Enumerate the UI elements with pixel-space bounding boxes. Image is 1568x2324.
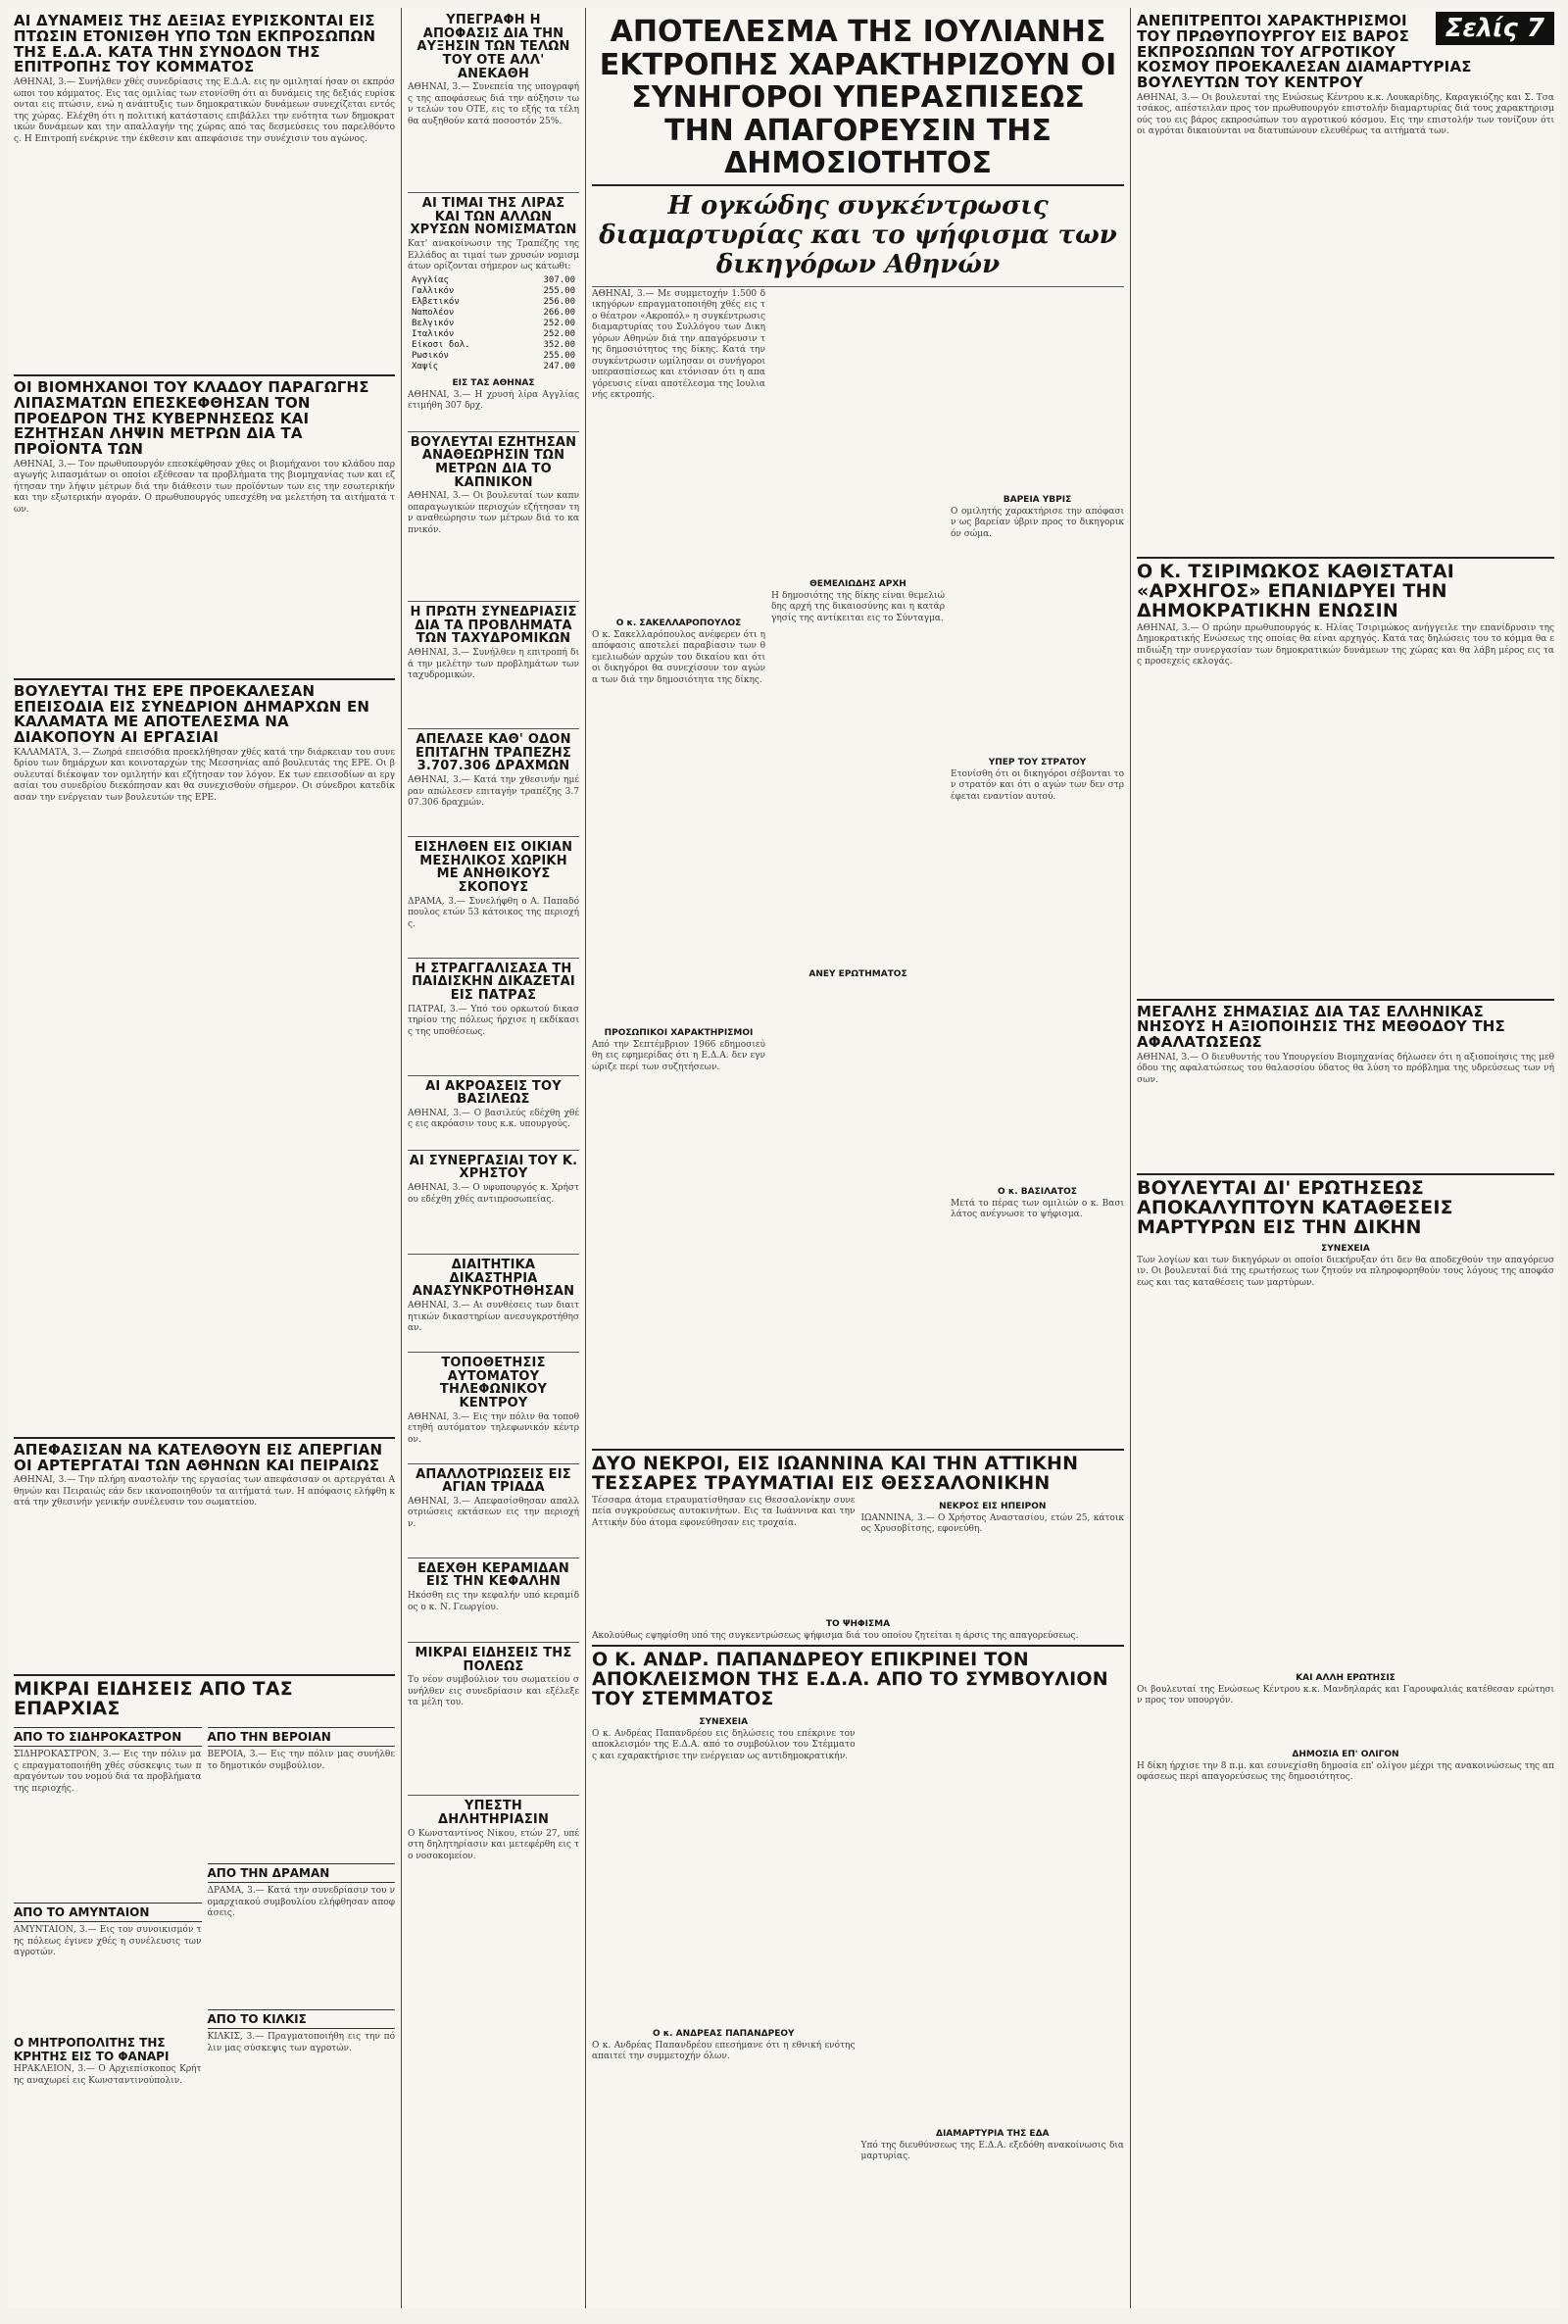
- subhead-sidirokastro: ΑΠΟ ΤΟ ΣΙΔΗΡΟΚΑΣΤΡΟΝ: [14, 1727, 202, 1747]
- subhead-mitropolitis: Ο ΜΗΤΡΟΠΟΛΙΤΗΣ ΤΗΣ ΚΡΗΤΗΣ ΕΙΣ ΤΟ ΦΑΝΑΡΙ: [14, 2036, 170, 2064]
- lead-col-b: [771, 289, 945, 1446]
- headline-tsirimokos: Ο Κ. ΤΣΙΡΙΜΩΚΟΣ ΚΑΘΙΣΤΑΤΑΙ «ΑΡΧΗΓΟΣ» ΕΠΑΝΙΔΡΥΕΙ ΤΗΝ ΔΗΜΟΚΡΑΤΙΚΗΝ ΕΝΩΣΙΝ: [1137, 560, 1455, 621]
- divider: [14, 678, 395, 680]
- article-text: ΚΑΛΑΜΑΤΑ, 3.— Ζωηρά επεισόδια προεκλήθησαν χθές κατά την διάρκειαν του συνεδρίου των δημάρχων και κοινοταρχών της Μεσσηνίας από βουλευτάς της ΕΡΕ. Οι βουλευταί διέκοψαν τον ομιλητήν και εζήτησαν τον λόγον. Εκ των επεισοδίων αι εργασίαι του συνεδρίου διεκόπησαν και θα συνεχισθούν σήμερον. Οι σύνεδροι κατεδίκασαν την ενέργειαν των βουλευτών της ΕΡΕ.: [14, 747, 395, 803]
- article-text: Ο ομιλητής χαρακτήρισε την απόφασιν ως βαρείαν ύβριν προς το δικηγορικόν σώμα.: [951, 506, 1124, 539]
- article-text: Υπό της διευθύνσεως της Ε.Δ.Α. εξεδόθη ανακοίνωσις διαμαρτυρίας.: [860, 2140, 1124, 2162]
- gold-coin-name: Ιταλικόν: [412, 328, 455, 339]
- article-text: Οι βουλευταί της Ενώσεως Κέντρου κ.κ. Μανδηλαράς και Γαρουφαλιάς κατέθεσαν ερώτησιν προς τον υπουργόν.: [1137, 1684, 1554, 1706]
- gold-price-table: [412, 275, 575, 372]
- article-text: ΑΘΗΝΑΙ, 3.— Ο υφυπουργός κ. Χρήστου εδέχθη χθές αντιπροσωπείας.: [408, 1183, 579, 1205]
- headline-papandreou: Ο Κ. ΑΝΔΡ. ΠΑΠΑΝΔΡΕΟΥ ΕΠΙΚΡΙΝΕΙ ΤΟΝ ΑΠΟΚΛΕΙΣΜΟΝ ΤΗΣ Ε.Δ.Α. ΑΠΟ ΤΟ ΣΥΜΒΟΥΛΙΟΝ ΤΟΥ ΣΤΕΜΜΑΤΟΣ: [592, 1649, 1108, 1709]
- article-body-lipasmata: [14, 460, 395, 675]
- article-text: ΑΘΗΝΑΙ, 3.— Οι βουλευταί των καπνοπαραγωγικών περιοχών εζήτησαν την αναθεώρησιν των μέτρων διά το καπνικόν.: [408, 491, 579, 535]
- column-right: [1131, 8, 1560, 2308]
- lead-subheadline: Η ογκώδης συγκέντρωσις διαμαρτυρίας και το ψήφισμα των δικηγόρων Αθηνών: [599, 190, 1117, 279]
- article-filler: [771, 289, 945, 573]
- article-text: ΒΕΡΟΙΑ, 3.— Εις την πόλιν μας συνήλθε το δημοτικόν συμβούλιον.: [207, 1750, 395, 1771]
- divider: [408, 1254, 579, 1255]
- page-number-tag: Σελίς 7: [1436, 12, 1554, 45]
- divider: [592, 1645, 1124, 1647]
- headline-artergatai: ΑΠΕΦΑΣΙΣΑΝ ΝΑ ΚΑΤΕΛΘΟΥΝ ΕΙΣ ΑΠΕΡΓΙΑΝ ΟΙ ΑΡΤΕΡΓΑΤΑΙ ΤΩΝ ΑΘΗΝΩΝ ΚΑΙ ΠΕΙΡΑΙΩΣ: [14, 1440, 383, 1474]
- subhead-andreas: Ο κ. ΑΝΔΡΕΑΣ ΠΑΠΑΝΔΡΕΟΥ: [652, 2028, 795, 2039]
- gold-coin-price: 256.00: [543, 296, 575, 307]
- divider: [14, 1674, 395, 1676]
- divider: [408, 1642, 579, 1643]
- article-text: ΑΘΗΝΑΙ, 3.— Τον πρωθυπουργόν επεσκέφθησαν χθες οι βιομήχανοι του κλάδου παραγωγής λιπασμάτων οι οποίοι εξέθεσαν τα προβλήματα της βιομηχανίας των και εζήτησαν την λήψιν μέτρων διά την διάθεσιν των προϊόντων των εις την εσωτερικήν και την εξωτερικήν αγοράν. Ο πρωθυπουργός υπεσχέθη να μελετήση τα αιτήματά των.: [14, 459, 395, 515]
- gold-coin-name: Ελβετικόν: [412, 296, 460, 307]
- divider: [14, 1437, 395, 1439]
- article-body-dexia: [14, 77, 395, 371]
- eparchies-columns: [14, 1721, 395, 2087]
- article-text: ΣΙΔΗΡΟΚΑΣΤΡΟΝ, 3.— Εις την πόλιν μας επραγματοποιήθη χθές σύσκεψις των παραγόντων του νομού διά τα προβλήματα της περιοχής.: [14, 1750, 202, 1794]
- article-body-artergatai: [14, 1475, 395, 1671]
- headline-diaititika: ΔΙΑΙΤΗΤΙΚΑ ΔΙΚΑΣΤΗΡΙΑ ΑΝΑΣΥΝΚΡΟΤΗΘΗΣΑΝ: [412, 1258, 575, 1300]
- article-text: ΑΘΗΝΑΙ, 3.— Με συμμετοχήν 1.500 δικηγόρων επραγματοποιήθη χθές εις το θέατρον «Ακροπόλ» η συγκέντρωσις διαμαρτυρίας του Συλλόγου των Δικηγόρων Αθηνών διά την απαγόρευσιν της δημοσιότητος της δίκης. Κατά την συγκέντρωσιν ωμίλησαν οι συνήγοροι υπερασπίσεως και ετόνισαν ότι η απαγόρευσις είναι αποτέλεσμα της Ιουλιανής εκτροπής.: [592, 288, 765, 401]
- article-text: ΑΘΗΝΑΙ, 3.— Κατά την χθεσινήν ημέραν απώλεσεν επιταγήν τραπέζης 3.707.306 δραχμών.: [408, 775, 579, 809]
- article-text: Ο κ. Ανδρέας Παπανδρέου επεσήμανε ότι η εθνική ενότης απαιτεί την συμμετοχήν όλων.: [592, 2040, 856, 2062]
- divider: [592, 1449, 1124, 1451]
- article-text: ΑΘΗΝΑΙ, 3.— Συνεπεία της υπογραφής της αποφάσεως διά την αύξησιν των τελών του ΟΤΕ, εις το εξής τα τέλη θα αυξηθούν κατά ποσοστόν 25%.: [408, 82, 579, 126]
- lead-col-a: [592, 289, 765, 1446]
- article-text: ΠΑΤΡΑΙ, 3.— Υπό του ορκωτού δικαστηρίου της πόλεως ήρχισε η εκδίκασις της υποθέσεως.: [408, 1004, 579, 1037]
- nekroi-body: [592, 1496, 1124, 1613]
- divider: [408, 958, 579, 959]
- subhead-synecheia: ΣΥΝΕΧΕΙΑ: [1321, 1243, 1370, 1254]
- headline-anepitreptoi: ΑΝΕΠΙΤΡΕΠΤΟΙ ΧΑΡΑΚΤΗΡΙΣΜΟΙ ΤΟΥ ΠΡΩΘΥΠΟΥΡΓΟΥ ΕΙΣ ΒΑΡΟΣ ΕΚΠΡΟΣΩΠΩΝ ΤΟΥ ΑΓΡΟΤΙΚΟΥ ΚΟΣΜΟΥ ΠΡΟΕΚΑΛΕΣΑΝ ΔΙΑΜΑΡΤΥΡΙΑΣ ΒΟΥΛΕΥΤΩΝ ΤΟΥ ΚΕΝΤΡΟΥ: [1137, 12, 1472, 91]
- gold-coin-name: Ρωσικόν: [412, 350, 449, 361]
- article-text: ΑΘΗΝΑΙ, 3.— Ο βασιλεύς εδέχθη χθές εις ακρόασιν τους κ.κ. υπουργούς.: [408, 1108, 579, 1130]
- article-body-kalamata: [14, 748, 395, 1434]
- divider: [1137, 999, 1554, 1001]
- article-text: Των λογίων και των δικηγόρων οι οποίοι διεκήρυξαν ότι δεν θα αποδεχθούν την απαγόρευσιν. Οι βουλευταί διά της ερωτήσεως των ζητούν να πληροφορηθούν τους λόγους της αποφάσεως και τας καταθέσεις των μαρτύρων.: [1137, 1255, 1554, 1288]
- column-lead: [586, 8, 1131, 2308]
- gold-coin-name: Χαψίς: [412, 361, 439, 371]
- article-text: Κατ' ανακοίνωσιν της Τραπέζης της Ελλάδος αι τιμαί των χρυσών νομισμάτων ορίζονται σήμερον ως κάτωθι:: [408, 239, 579, 272]
- papandreou-col-b: [861, 1711, 1125, 2163]
- subhead-prosopikoi: ΠΡΟΣΩΠΙΚΟΙ ΧΑΡΑΚΤΗΡΙΣΜΟΙ: [604, 1027, 754, 1038]
- divider: [408, 601, 579, 602]
- headline-apallotriosis: ΑΠΑΛΛΟΤΡΙΩΣΕΙΣ ΕΙΣ ΑΓΙΑΝ ΤΡΙΑΔΑ: [416, 1466, 571, 1496]
- gold-coin-price: 252.00: [543, 318, 575, 328]
- article-text: Από την Σεπτέμβριον 1966 εδημοσιεύθη εις εφημερίδας ότι η Ε.Δ.Α. δεν εγνώριζε περί των συζητήσεων.: [592, 1039, 765, 1072]
- nekroi-right: [861, 1496, 1125, 1613]
- article-text: Το νέον συμβούλιον του σωματείου συνήλθεν εις συνεδρίασιν και εξέλεξε τα μέλη του.: [408, 1675, 579, 1708]
- divider: [1137, 557, 1554, 559]
- article-text: Η δίκη ήρχισε την 8 π.μ. και εσυνεχίσθη δημοσία επ' ολίγον μέχρι της ανακοινώσεως της αποφάσεως περί απαγορεύσεως της δημοσιότητος.: [1137, 1760, 1554, 1783]
- newspaper-page: [8, 8, 1560, 2308]
- article-text: Η δημοσιότης της δίκης είναι θεμελιώδης αρχή της δικαιοσύνης και η κατάργησίς της αντίκειται εις το Σύνταγμα.: [771, 590, 945, 623]
- headline-epitagi: ΑΠΕΛΑΣΕ ΚΑΘ' ΟΔΟΝ ΕΠΙΤΑΓΗΝ ΤΡΑΠΕΖΗΣ 3.707.306 ΔΡΑΧΜΩΝ: [416, 732, 571, 774]
- article-text: ΚΙΛΚΙΣ, 3.— Πραγματοποιήθη εις την πόλιν μας σύσκεψις των αγροτών.: [207, 2032, 395, 2053]
- gold-coin-name: Γαλλικόν: [412, 285, 455, 296]
- subhead-psifisma: ΤΟ ΨΗΦΙΣΜΑ: [825, 1618, 891, 1629]
- subhead-veroia: ΑΠΟ ΤΗΝ ΒΕΡΟΙΑΝ: [208, 1727, 396, 1747]
- article-text: ΑΘΗΝΑΙ, 3.— Οι βουλευταί της Ενώσεως Κέντρου κ.κ. Λουκαρίδης, Καραγκιόζης και Σ. Τσατσάκος, απέστειλαν προς τον πρωθυπουργόν επιστολήν διαμαρτυρίας διά τους χαρακτηρισμούς του εις βάρος εκπροσώπων του αγροτικού κόσμου. Εις την επιστολήν των τονίζουν ότι οι αγρόται δικαιούνται να διατυπώνουν ελευθέρως τα αιτήματά των.: [1137, 92, 1554, 137]
- divider: [408, 192, 579, 193]
- article-text: ΑΘΗΝΑΙ, 3.— Εις την πόλιν θα τοποθετηθή αυτόματον τηλεφωνικόν κέντρον.: [408, 1411, 579, 1445]
- article-text: ΑΘΗΝΑΙ, 3.— Αι συνθέσεις των διαιτητικών δικαστηρίων ανεσυγκροτήθησαν.: [408, 1301, 579, 1333]
- headline-gold: ΑΙ ΤΙΜΑΙ ΤΗΣ ΛΙΡΑΣ ΚΑΙ ΤΩΝ ΑΛΛΩΝ ΧΡΥΣΩΝ ΝΟΜΙΣΜΑΤΩΝ: [410, 196, 577, 238]
- gold-coin-name: Ναπολέον: [412, 307, 455, 318]
- headline-dexia-ptosis: ΑΙ ΔΥΝΑΜΕΙΣ ΤΗΣ ΔΕΞΙΑΣ ΕΥΡΙΣΚΟΝΤΑΙ ΕΙΣ ΠΤΩΣΙΝ ΕΤΟΝΙΣΘΗ ΥΠΟ ΤΩΝ ΕΚΠΡΟΣΩΠΩΝ ΤΗΣ Ε.Δ.Α. ΚΑΤΑ ΤΗΝ ΣΥΝΟΔΟΝ ΤΗΣ ΕΠΙΤΡΟΠΗΣ ΤΟΥ ΚΟΜΜΑΤΟΣ: [14, 12, 376, 76]
- headline-patras: Η ΣΤΡΑΓΓΑΛΙΣΑΣΑ ΤΗ ΠΑΙΔΙΣΚΗΝ ΔΙΚΑΖΕΤΑΙ ΕΙΣ ΠΑΤΡΑΣ: [412, 961, 575, 1003]
- headline-keramida: ΕΔΕΧΘΗ ΚΕΡΑΜΙΔΑΝ ΕΙΣ ΤΗΝ ΚΕΦΑΛΗΝ: [417, 1560, 569, 1590]
- article-text: Ακολούθως εψηφίσθη υπό της συγκεντρώσεως ψήφισμα διά του οποίου ζητείται η άρσις της απαγορεύσεως.: [592, 1630, 1079, 1641]
- papandreou-col-a: [592, 1711, 856, 2163]
- divider: [408, 836, 579, 837]
- article-filler: [861, 1711, 1125, 2123]
- article-text: ΑΘΗΝΑΙ, 3.— Απεφασίσθησαν απαλλοτριώσεις εκτάσεων εις την περιοχήν.: [408, 1496, 579, 1529]
- article-text: Ηκόσθη εις την κεφαλήν υπό κεραμίδος ο κ. Ν. Γεωργίου.: [408, 1591, 579, 1612]
- gold-coin-name: Είκοσι δολ.: [412, 339, 470, 350]
- headline-ote: ΥΠΕΓΡΑΦΗ Η ΑΠΟΦΑΣΙΣ ΔΙΑ ΤΗΝ ΑΥΞΗΣΙΝ ΤΩΝ ΤΕΛΩΝ ΤΟΥ ΟΤΕ ΑΛΛ' ΑΝΕΚΑΘΗ: [416, 13, 570, 81]
- article-text: ΔΡΑΜΑ, 3.— Κατά την συνεδρίασιν του νομαρχιακού συμβουλίου ελήφθησαν αποφάσεις.: [207, 1886, 395, 1919]
- headline-mikrai-poleos: ΜΙΚΡΑΙ ΕΙΔΗΣΕΙΣ ΤΗΣ ΠΟΛΕΩΣ: [415, 1646, 572, 1674]
- subhead-aneu-erotimatos: ΑΝΕΥ ΕΡΩΤΗΜΑΤΟΣ: [808, 968, 907, 979]
- divider: [408, 431, 579, 432]
- article-text: ΑΘΗΝΑΙ, 3.— Ο διευθυντής του Υπουργείου Βιομηχανίας δήλωσεν ότι η αξιοποίησις της μεθόδου της αφαλατώσεως του θαλασσίου ύδατος θα λύση το πρόβλημα της υδρεύσεως των νήσων.: [1137, 1052, 1554, 1085]
- article-text: ΑΘΗΝΑΙ, 3.— Η χρυσή λίρα Αγγλίας ετιμήθη 307 δρχ.: [408, 389, 579, 412]
- gold-coin-price: 352.00: [543, 339, 575, 350]
- article-text: ΑΘΗΝΑΙ, 3.— Συνήλθεν χθές συνεδρίασις της Ε.Δ.Α. εις ην ομιληταί ήσαν οι εκπρόσωποι του κόμματος. Εις τας ομιλίας των ετονίσθη ότι αι δυνάμεις της δεξιάς ευρίσκονται εις πτώσιν, ενώ η ανάπτυξις των δημοκρατικών δυνάμεων συνεχίζεται εντός της χώρας. Ελέχθη ότι η πολιτική κατάστασις επιβάλλει την ενότητα των δημοκρατικών δυνάμεων και την απαλλαγήν της χώρας από τας δεσμεύσεις του παρελθόντος. Η Επιτροπή ενέκρινε την έκθεσιν και απεφάσισε την συνέχισιν του αγώνος.: [14, 77, 395, 144]
- divider: [408, 1075, 579, 1076]
- subhead-athens: ΕΙΣ ΤΑΣ ΑΘΗΝΑΣ: [452, 377, 535, 388]
- divider: [592, 286, 1124, 287]
- divider: [1137, 1173, 1554, 1175]
- subhead-alli-erotisis: ΚΑΙ ΑΛΛΗ ΕΡΩΤΗΣΙΣ: [1296, 1672, 1396, 1683]
- headline-eparchies: ΜΙΚΡΑΙ ΕΙΔΗΣΕΙΣ ΑΠΟ ΤΑΣ ΕΠΑΡΧΙΑΣ: [14, 1678, 293, 1720]
- subhead-diamartyria: ΔΙΑΜΑΡΤΥΡΙΑ ΤΗΣ ΕΔΑ: [935, 2128, 1050, 2139]
- gold-coin-name: Βελγικόν: [412, 318, 455, 328]
- lead-headline: ΑΠΟΤΕΛΕΣΜΑ ΤΗΣ ΙΟΥΛΙΑΝΗΣ ΕΚΤΡΟΠΗΣ ΧΑΡΑΚΤΗΡΙΖΟΥΝ ΟΙ ΣΥΝΗΓΟΡΟΙ ΥΠΕΡΑΣΠΙΣΕΩΣ ΤΗΝ ΑΠΑΓΟΡΕΥΣΙΝ ΤΗΣ ΔΗΜΟΣΙΟΤΗΤΟΣ: [592, 16, 1124, 186]
- divider: [408, 1352, 579, 1353]
- subhead-amyntaio: ΑΠΟ ΤΟ ΑΜΥΝΤΑΙΟΝ: [14, 1903, 202, 1922]
- subhead-dimosia: ΔΗΜΟΣΙΑ ΕΠ' ΟΛΙΓΟΝ: [1292, 1749, 1399, 1759]
- headline-kapnikon: ΒΟΥΛΕΥΤΑΙ ΕΖΗΤΗΣΑΝ ΑΝΑΘΕΩΡΗΣΙΝ ΤΩΝ ΜΕΤΡΩΝ ΔΙΑ ΤΟ ΚΑΠΝΙΚΟΝ: [410, 434, 577, 490]
- subhead-kilkis: ΑΠΟ ΤΟ ΚΙΛΚΙΣ: [208, 2009, 396, 2029]
- headline-oikia: ΕΙΣΗΛΘΕΝ ΕΙΣ ΟΙΚΙΑΝ ΜΕΣΗΛΙΚΟΣ ΧΩΡΙΚΗ ΜΕ ΑΝΗΘΙΚΟΥΣ ΣΚΟΠΟΥΣ: [414, 840, 573, 895]
- divider: [408, 728, 579, 729]
- subhead-vasilatos: Ο κ. ΒΑΣΙΛΑΤΟΣ: [998, 1186, 1077, 1197]
- article-text: ΑΜΥΝΤΑΙΟΝ, 3.— Εις τον συνοικισμόν της πόλεως έγινεν χθές η συνέλευσις των αγροτών.: [14, 1925, 202, 1958]
- subhead-yper-stratou: ΥΠΕΡ ΤΟΥ ΣΤΡΑΤΟΥ: [988, 757, 1087, 767]
- eparchies-left: [14, 1721, 202, 2087]
- subhead-nekros-ipeiros: ΝΕΚΡΟΣ ΕΙΣ ΗΠΕΙΡΟΝ: [939, 1501, 1047, 1511]
- article-text: ΙΩΑΝΝΙΝΑ, 3.— Ο Χρήστος Αναστασίου, ετών 25, κάτοικος Χρυσοβίτσης, εφονεύθη.: [860, 1512, 1124, 1535]
- headline-lipasmata: ΟΙ ΒΙΟΜΗΧΑΝΟΙ ΤΟΥ ΚΛΑΔΟΥ ΠΑΡΑΓΩΓΗΣ ΛΙΠΑΣΜΑΤΩΝ ΕΠΕΣΚΕΦΘΗΣΑΝ ΤΟΝ ΠΡΟΕΔΡΟΝ ΤΗΣ ΚΥΒΕΡΝΗΣΕΩΣ ΚΑΙ ΕΖΗΤΗΣΑΝ ΛΗΨΙΝ ΜΕΤΡΩΝ ΔΙΑ ΤΑ ΠΡΟΪΟΝΤΑ ΤΩΝ: [14, 378, 369, 458]
- papandreou-body: [592, 1711, 1124, 2163]
- article-text: ΑΘΗΝΑΙ, 3.— Ο πρώην πρωθυπουργός κ. Ηλίας Τσιριμώκος ανήγγειλε την επανίδρυσιν της Δημοκρατικής Ενώσεως της οποίας θα είναι αρχηγός. Κατά τας δηλώσεις του το κόμμα θα επιδιώξη την συνεργασίαν των δημοκρατικών δυνάμεων της χώρας και θα λάβη μέρος εις τας προσεχείς εκλογάς.: [1137, 622, 1554, 668]
- article-text: Ο κ. Σακελλαρόπουλος ανέφερεν ότι η απόφασις αποτελεί παραβίασιν των θεμελιωδών αρχών του δικαίου και ότι οι δικηγόροι θα συνεχίσουν τον αγώνα των διά την δημοσιότητα της δίκης.: [592, 629, 765, 685]
- lead-col-c: [951, 289, 1124, 1446]
- gold-coin-price: 247.00: [543, 361, 575, 371]
- column-briefs: [402, 8, 586, 2308]
- gold-coin-price: 255.00: [543, 285, 575, 296]
- headline-tachydromikoi: Η ΠΡΩΤΗ ΣΥΝΕΔΡΙΑΣΙΣ ΔΙΑ ΤΑ ΠΡΟΒΛΗΜΑΤΑ ΤΩΝ ΤΑΧΥΔΡΟΜΙΚΩΝ: [410, 605, 577, 647]
- divider: [408, 1795, 579, 1796]
- headline-tilefoniko: ΤΟΠΟΘΕΤΗΣΙΣ ΑΥΤΟΜΑΤΟΥ ΤΗΛΕΦΩΝΙΚΟΥ ΚΕΝΤΡΟΥ: [439, 1356, 548, 1410]
- article-text: ΑΘΗΝΑΙ, 3.— Συνήλθεν η επιτροπή διά την μελέτην των προβλημάτων των ταχυδρομικών.: [408, 648, 579, 681]
- article-text: Τέσσαρα άτομα ετραυματίσθησαν εις Θεσσαλονίκην συνεπεία συγκρούσεως αυτοκινήτων. Εις τα Ιωάννινα και την Αττικήν δύο άτομα εφονεύθησαν εις τροχαία.: [592, 1495, 856, 1528]
- headline-dilitiriasi: ΥΠΕΣΤΗ ΔΗΛΗΤΗΡΙΑΣΙΝ: [437, 1799, 550, 1828]
- headline-kalamata: ΒΟΥΛΕΥΤΑΙ ΤΗΣ ΕΡΕ ΠΡΟΕΚΑΛΕΣΑΝ ΕΠΕΙΣΟΔΙΑ ΕΙΣ ΣΥΝΕΔΡΙΟΝ ΔΗΜΑΡΧΩΝ ΕΝ ΚΑΛΑΜΑΤΑ ΜΕ ΑΠΟΤΕΛΕΣΜΑ ΝΑ ΔΙΑΚΟΠΟΥΝ ΑΙ ΕΡΓΑΣΙΑΙ: [14, 681, 370, 746]
- article-text: Ο κ. Ανδρέας Παπανδρέου εις δηλώσεις του επέκρινε τον αποκλεισμόν της Ε.Δ.Α. από το συμβούλιον του Στέμματος και εχαρακτήρισε την ενέργειαν ως αντιδημοκρατικήν.: [592, 1728, 856, 1761]
- article-text: Ο Κωνσταντίνος Νίκου, ετών 27, υπέστη δηλητηρίασιν και μετεφέρθη εις το νοσοκομείον.: [408, 1828, 579, 1861]
- gold-coin-price: 255.00: [543, 350, 575, 361]
- article-text: Μετά το πέρας των ομιλιών ο κ. Βασιλάτος ανέγνωσε το ψήφισμα.: [951, 1198, 1124, 1220]
- subhead-vareia-yvris: ΒΑΡΕΙΑ ΥΒΡΙΣ: [1003, 494, 1072, 505]
- headline-afalatosi: ΜΕΓΑΛΗΣ ΣΗΜΑΣΙΑΣ ΔΙΑ ΤΑΣ ΕΛΛΗΝΙΚΑΣ ΝΗΣΟΥΣ Η ΑΞΙΟΠΟΙΗΣΙΣ ΤΗΣ ΜΕΘΟΔΟΥ ΤΗΣ ΑΦΑΛΑΤΩΣΕΩΣ: [1137, 1002, 1505, 1052]
- headline-katatheseis: ΒΟΥΛΕΥΤΑΙ ΔΙ' ΕΡΩΤΗΣΕΩΣ ΑΠΟΚΑΛΥΠΤΟΥΝ ΚΑΤΑΘΕΣΕΙΣ ΜΑΡΤΥΡΩΝ ΕΙΣ ΤΗΝ ΔΙΚΗΝ: [1137, 1176, 1453, 1238]
- gold-coin-price: 307.00: [543, 274, 575, 285]
- gold-coin-price: 252.00: [543, 328, 575, 339]
- subhead-themeliodis: ΘΕΜΕΛΙΩΔΗΣ ΑΡΧΗ: [809, 578, 906, 589]
- divider: [14, 374, 395, 376]
- gold-coin-price: 266.00: [543, 307, 575, 318]
- article-text: ΔΡΑΜΑ, 3.— Συνελήφθη ο Α. Παπαδόπουλος ετών 53 κάτοικος της περιοχής.: [408, 896, 579, 929]
- divider: [408, 1463, 579, 1464]
- subhead-drama: ΑΠΟ ΤΗΝ ΔΡΑΜΑΝ: [208, 1863, 396, 1883]
- article-text: ΗΡΑΚΛΕΙΟΝ, 3.— Ο Αρχιεπίσκοπος Κρήτης αναχωρεί εις Κωνσταντινούπολιν.: [14, 2064, 202, 2086]
- lead-body: [592, 289, 1124, 1446]
- column-left: [8, 8, 402, 2308]
- article-text: ΑΘΗΝΑΙ, 3.— Την πλήρη αναστολήν της εργασίας των απεφάσισαν οι αρτεργάται Αθηνών και Πειραιώς εάν δεν ικανοποιηθούν τα αιτήματά των. Η απόφασις ελήφθη κατά την χθεσινήν γενικήν συνέλευσιν του σωματείου.: [14, 1475, 395, 1508]
- subhead-synecheia: ΣΥΝΕΧΕΙΑ: [699, 1716, 749, 1727]
- headline-christou: ΑΙ ΣΥΝΕΡΓΑΣΙΑΙ ΤΟΥ Κ. ΧΡΗΣΤΟΥ: [409, 1153, 578, 1182]
- headline-nekroi: ΔΥΟ ΝΕΚΡΟΙ, ΕΙΣ ΙΩΑΝΝΙΝΑ ΚΑΙ ΤΗΝ ΑΤΤΙΚΗΝ ΤΕΣΣΑΡΕΣ ΤΡΑΥΜΑΤΙΑΙ ΕΙΣ ΘΕΣΣΑΛΟΝΙΚΗΝ: [592, 1452, 1079, 1494]
- gold-coin-name: Αγγλίας: [412, 274, 449, 285]
- headline-akroaseis: ΑΙ ΑΚΡΟΑΣΕΙΣ ΤΟΥ ΒΑΣΙΛΕΩΣ: [425, 1078, 562, 1108]
- article-text: Ετονίσθη ότι οι δικηγόροι σέβονται τον στρατόν και ότι ο αγών των δεν στρέφεται εναντίον αυτού.: [951, 768, 1124, 802]
- divider: [408, 1150, 579, 1151]
- subhead-sakellaropoulos: Ο κ. ΣΑΚΕΛΛΑΡΟΠΟΥΛΟΣ: [615, 618, 742, 628]
- eparchies-right: [208, 1721, 396, 2087]
